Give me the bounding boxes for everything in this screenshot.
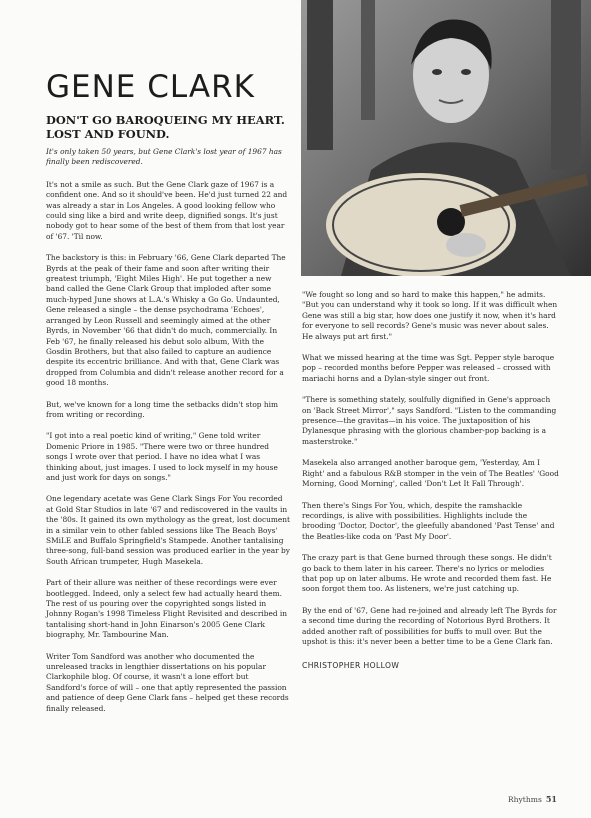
left-column <box>46 69 290 725</box>
body-paragraph: Then there's Sings For You, which, despite the ramshackle recordings, is alive with possibilities. Highlights include the brooding 'Doctor, Doctor', the gleefully abandoned 'Past Tense' and the Beatles-like coda on 'Past My Door'. <box>302 500 555 541</box>
article-deck: DON'T GO BAROQUEING MY HEART. LOST AND FOUND. <box>46 113 285 141</box>
gene-clark-photo <box>301 0 591 276</box>
portrait-photo-icon <box>301 0 591 276</box>
body-paragraph: Part of their allure was neither of these recordings were ever bootlegged. Indeed, only a select few had actually heard them. The rest of us pouring over the copyrighted songs listed in Johnny Rogan's 1998 Timeless Flight Revisited and described in tantalising short-hand in John Einarson's 2005 Gene Clark biography, Mr. Tambourine Man. <box>46 578 288 640</box>
page-folio <box>508 794 557 804</box>
body-paragraph: The crazy part is that Gene burned through these songs. He didn't go back to them later in his career. There's no lyrics or melodies that pop up on later albums. He wrote and recorded them fast. He soon forgot them too. As listeners, we're just catching up. <box>302 553 552 594</box>
body-paragraph: It's not a smile as such. But the Gene Clark gaze of 1967 is a confident one. And so it should've been. He'd just turned 22 and was already a star in Los Angeles. A good looking fellow who could sing like a bird and write deep, dignified songs. It's just nobody got to hear some of the best of them from that lost year of '67. 'Til now. <box>46 179 288 241</box>
body-paragraph: Masekela also arranged another baroque gem, 'Yesterday, Am I Right' and a fabulous R&B stomper in the vein of The Beatles' 'Good Morning, Good Morning', called 'Don't Let It Fall Through'. <box>302 458 559 489</box>
body-paragraph: The backstory is this: in February '66, Gene Clark departed The Byrds at the peak of their fame and soon after writing their greatest triumph, 'Eight Miles High'. He put together a new band called the Gene Clark Group that imploded after some much-hyped June shows at L.A.'s Whisky a Go Go. Undaunted, Gene released a single – the dense psychodrama 'Echoes', arranged by Leon Russell and seemingly aimed at the other Byrds, in November '66 that didn't do much, commercially. In Feb '67, he finally released his debut solo album, With the Gosdin Brothers, but that also failed to capture an audience despite its eccentric brilliance. And with that, Gene Clark was dropped from Columbia and didn't release another record for a good 18 months. <box>46 253 286 388</box>
body-paragraph: "We fought so long and so hard to make this happen," he admits. "But you can understand why it took so long. If it was difficult when Gene was still a big star, how does one justify it now, when it's hard for everyone to sell records? Gene's music was never about sales. He always put art first." <box>302 290 558 341</box>
body-paragraph: "I got into a real poetic kind of writing," Gene told writer Domenic Priore in 1985. "There were two or three hundred songs I wrote over that period. I have no idea what I was thinking about, just images. I used to lock myself in my house and just work for days on songs." <box>46 431 278 482</box>
body-paragraph: One legendary acetate was Gene Clark Sings For You recorded at Gold Star Studios in late '67 and rediscovered in the vaults in the '80s. It gained its own mythology as the great, lost document in a similar vein to other fabled sessions like The Beach Boys' SMiLE and Buffalo Springfield's Stampede. Another tantalising three-song, full-band session was produced earlier in the year by South African trumpeter, Hugh Masekela. <box>46 494 290 566</box>
body-paragraph: By the end of '67, Gene had re-joined and already left The Byrds for a second time during the recording of Notorious Byrd Brothers. It added another raft of possibilities for buffs to mull over. But the upshot is this: it's never been a better time to be a Gene Clark fan. <box>302 605 557 646</box>
body-paragraph: What we missed hearing at the time was Sgt. Pepper style baroque pop – recorded months before Pepper was released – crossed with mariachi horns and a Dylan-style singer out front. <box>302 353 555 383</box>
right-column <box>302 290 560 670</box>
article-title: GENE CLARK <box>46 69 255 105</box>
byline: CHRISTOPHER HOLLOW <box>302 661 400 671</box>
body-paragraph: "There is something stately, soulfully dignified in Gene's approach on 'Back Street Mirror'," says Sandford. "Listen to the commanding presence—the gravitas—in his voice. The juxtaposition of his Dylanesque phrasing with the glorious chamber-pop backing is a masterstroke." <box>302 395 557 446</box>
article-standfirst: It's only taken 50 years, but Gene Clark's lost year of 1967 has finally been rediscovered. <box>46 147 282 167</box>
page-number: 51 <box>545 794 557 804</box>
body-paragraph: Writer Tom Sandford was another who documented the unreleased tracks in lengthier dissertations on his popular Clarkophile blog. Of course, it wasn't a lone effort but Sandford's force of will – one that aptly represented the passion and patience of deep Gene Clark fans – helped get these records finally released. <box>46 651 289 713</box>
section-name: Rhythms <box>507 795 542 804</box>
body-paragraph: But, we've known for a long time the setbacks didn't stop him from writing or recording. <box>46 399 279 419</box>
